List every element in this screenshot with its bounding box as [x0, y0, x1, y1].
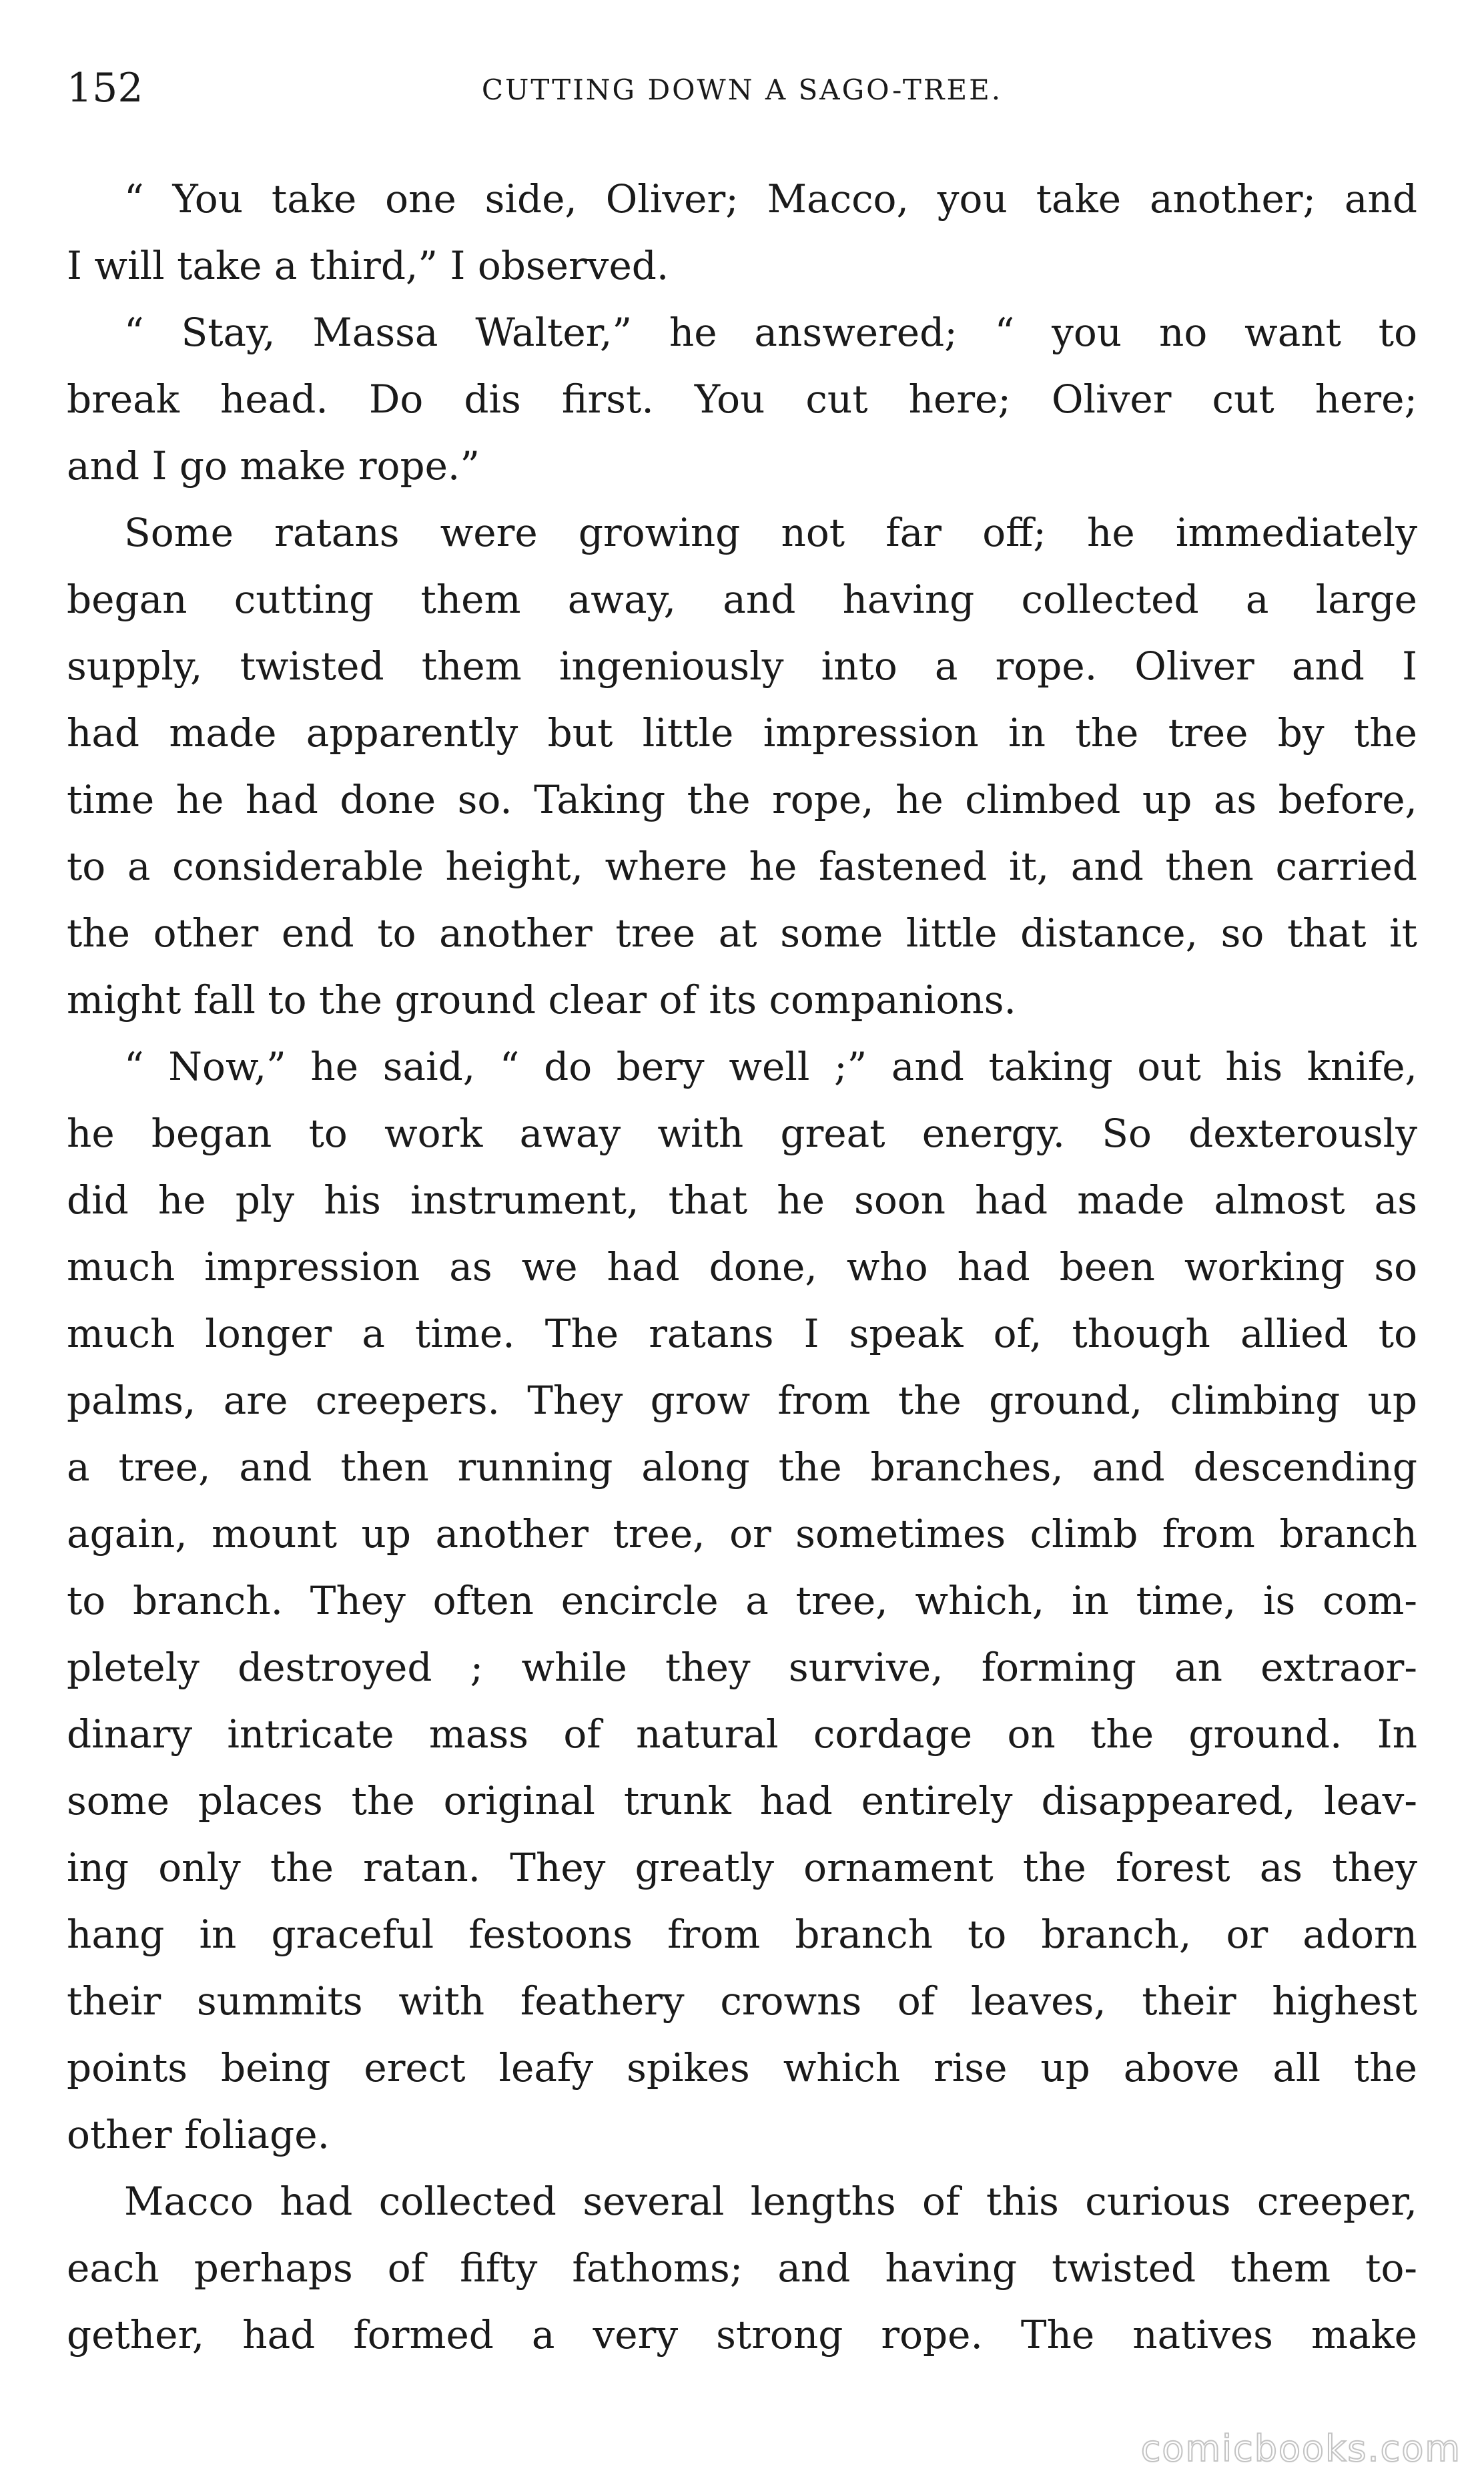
- running-head: [67, 61, 1417, 115]
- text-line: ing only the ratan. They greatly ornament the forest as they: [67, 1845, 1417, 1890]
- text-line: break head. Do dis first. You cut here; Oliver cut here;: [67, 376, 1417, 422]
- text-line: might fall to the ground clear of its companions.: [67, 977, 1016, 1023]
- text-line: the other end to another tree at some little distance, so that it: [67, 910, 1417, 956]
- text-line: I will take a third,” I observed.: [67, 243, 669, 288]
- text-line: palms, are creepers. They grow from the ground, climbing up: [67, 1378, 1417, 1423]
- text-line: their summits with feathery crowns of leaves, their highest: [67, 1978, 1417, 2024]
- text-line: other foliage.: [67, 2112, 330, 2157]
- text-line: “ Now,” he said, “ do bery well ;” and taking out his knife,: [124, 1044, 1417, 1089]
- text-line: Macco had collected several lengths of this curious creeper,: [124, 2179, 1417, 2224]
- text-line: gether, had formed a very strong rope. The natives make: [67, 2312, 1417, 2358]
- watermark: comicbooks.com: [1140, 2428, 1461, 2470]
- text-line: pletely destroyed ; while they survive, forming an extraor-: [67, 1645, 1417, 1690]
- text-line: points being erect leafy spikes which rise up above all the: [67, 2045, 1417, 2091]
- text-line: and I go make rope.”: [67, 443, 480, 489]
- text-line: much impression as we had done, who had been working so: [67, 1244, 1417, 1290]
- text-line: each perhaps of fifty fathoms; and having twisted them to-: [67, 2245, 1417, 2291]
- text-line: “ Stay, Massa Walter,” he answered; “ you no want to: [124, 310, 1417, 355]
- text-line: again, mount up another tree, or sometimes climb from branch: [67, 1511, 1417, 1557]
- text-line: time he had done so. Taking the rope, he climbed up as before,: [67, 777, 1417, 822]
- text-line: supply, twisted them ingeniously into a rope. Oliver and I: [67, 643, 1417, 689]
- text-line: did he ply his instrument, that he soon had made almost as: [67, 1177, 1417, 1223]
- text-line: much longer a time. The ratans I speak of, though allied to: [67, 1311, 1417, 1356]
- text-line: hang in graceful festoons from branch to branch, or adorn: [67, 1912, 1417, 1957]
- text-line: “ You take one side, Oliver; Macco, you take another; and: [124, 176, 1417, 222]
- text-line: began cutting them away, and having collected a large: [67, 577, 1417, 622]
- running-title: CUTTING DOWN A SAGO-TREE.: [481, 73, 1003, 106]
- text-line: Some ratans were growing not far off; he immediately: [124, 510, 1417, 555]
- page-number: 152: [67, 65, 143, 111]
- body-text: [67, 166, 1417, 2368]
- text-line: some places the original trunk had entirely disappeared, leav-: [67, 1778, 1417, 1824]
- text-line: had made apparently but little impression in the tree by the: [67, 710, 1417, 756]
- text-line: to branch. They often encircle a tree, which, in time, is com-: [67, 1578, 1417, 1623]
- text-line: dinary intricate mass of natural cordage on the ground. In: [67, 1711, 1417, 1757]
- text-line: to a considerable height, where he fastened it, and then carried: [67, 844, 1417, 889]
- text-line: he began to work away with great energy. So dexterously: [67, 1111, 1417, 1156]
- text-line: a tree, and then running along the branches, and descending: [67, 1444, 1417, 1490]
